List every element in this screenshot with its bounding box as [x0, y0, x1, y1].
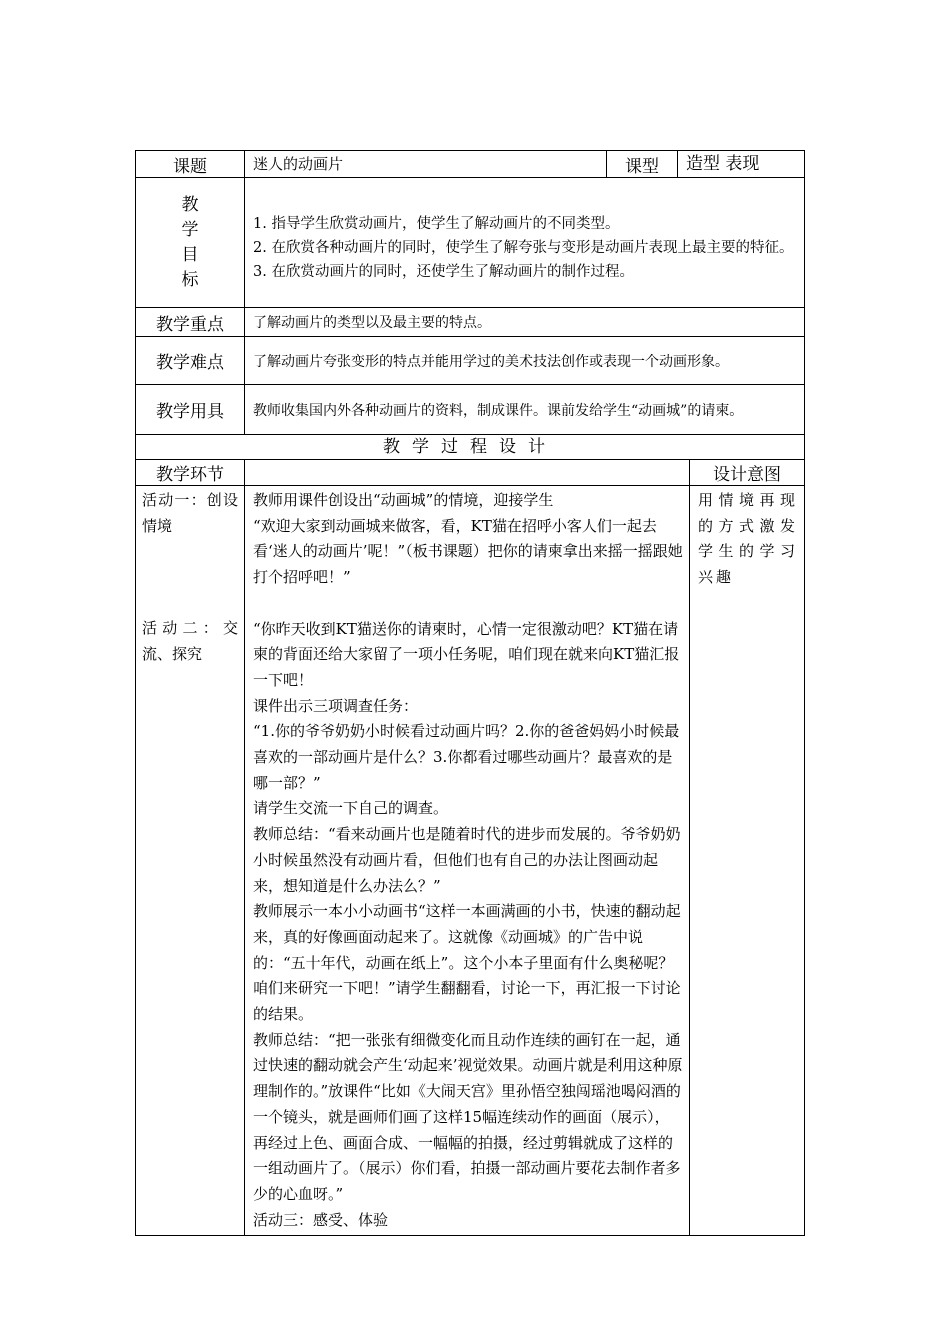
stage-column-header: 教学环节	[136, 460, 245, 486]
type-value: 造型 表现	[678, 151, 805, 178]
difficulty-label: 教学难点	[136, 337, 245, 385]
process-title: 教学过程设计	[136, 435, 805, 460]
activity-1-label: 活动一：创设情境	[142, 491, 238, 535]
goals-label-char: 学	[181, 219, 199, 240]
process-paragraph: “1.你的爷爷奶奶小时候看过动画片吗？2.你的爸爸妈妈小时候最喜欢的一部动画片是什么？3.你都看过哪些动画片？最喜欢的是哪一部？”	[253, 722, 680, 792]
tools-label: 教学用具	[136, 385, 245, 435]
topic-label: 课题	[136, 151, 245, 178]
process-content	[245, 486, 690, 1236]
topic-value: 迷人的动画片	[245, 151, 607, 178]
process-paragraph: 活动三：感受、体验	[253, 1210, 389, 1229]
content-column-header	[245, 460, 690, 486]
process-paragraph: “你昨天收到KT猫送你的请柬时，心情一定很激动吧？KT猫在请柬的背面还给大家留了一项小任务呢，咱们现在就来向KT猫汇报一下吧！	[253, 619, 680, 689]
goal-item: 1. 指导学生欣赏动画片，使学生了解动画片的不同类型。	[253, 215, 620, 232]
goals-label-char: 教	[181, 194, 199, 215]
activity-2-label: 活动二：交流、探究	[142, 619, 238, 664]
process-paragraph: 教师总结：“把一张张有细微变化而且动作连续的画钉在一起，通过快速的翻动就会产生‘动起来’视觉效果。动画片就是利用这种原理制作的。”放课件“比如《大闹天宫》里孙悟空独闯瑶池喝闷酒的一个镜头，就是画师们画了这样15幅连续动作的画面（展示），再经过上色、画面合成、一幅幅的拍摄，经过剪辑就成了这样的一组动画片了。（展示）你们看，拍摄一部动画片要花去制作者多少的心血呀。”	[253, 1030, 683, 1203]
lesson-plan-page	[135, 150, 804, 1236]
intent-column-header: 设计意图	[690, 460, 805, 486]
tools-value: 教师收集国内外各种动画片的资料，制成课件。课前发给学生“动画城”的请柬。	[245, 385, 805, 435]
process-paragraph: 请学生交流一下自己的调查。	[253, 799, 449, 818]
goals-label	[136, 178, 245, 308]
process-paragraph: 教师用课件创设出“动画城”的情境，迎接学生	[253, 491, 554, 509]
goal-item: 2. 在欣赏各种动画片的同时，使学生了解夸张与变形是动画片表现上最主要的特征。	[253, 239, 794, 256]
activity-labels	[136, 486, 245, 1236]
process-paragraph: 教师总结：“看来动画片也是随着时代的进步而发展的。爷爷奶奶小时候虽然没有动画片看，但他们也有自己的办法让图画动起来，想知道是什么办法么？”	[253, 825, 681, 895]
goals-label-char: 目	[181, 244, 199, 265]
goals-content	[245, 178, 805, 308]
goal-item: 3. 在欣赏动画片的同时，还使学生了解动画片的制作过程。	[253, 263, 634, 280]
key-point-value: 了解动画片的类型以及最主要的特点。	[245, 308, 805, 337]
design-intent: 用情境再现的方式激发学生的学习兴趣	[690, 486, 805, 1236]
type-label: 课型	[607, 151, 678, 178]
process-paragraph: “欢迎大家到动画城来做客，看，KT猫在招呼小客人们一起去看‘迷人的动画片’呢！”（板书课题）把你的请柬拿出来摇一摇跟她打个招呼吧！”	[253, 516, 683, 587]
lesson-plan-header-table	[135, 150, 805, 435]
key-point-label: 教学重点	[136, 308, 245, 337]
process-paragraph: 课件出示三项调查任务：	[253, 696, 419, 715]
difficulty-value: 了解动画片夸张变形的特点并能用学过的美术技法创作或表现一个动画形象。	[245, 337, 805, 385]
goals-label-char: 标	[181, 269, 199, 290]
process-table	[135, 435, 805, 1236]
process-paragraph: 教师展示一本小小动画书“这样一本画满画的小书，快速的翻动起来，真的好像画面动起来了。这就像《动画城》的广告中说的：“五十年代，动画在纸上”。这个小本子里面有什么奥秘呢？咱们来研究一下吧！”请学生翻翻看，讨论一下，再汇报一下讨论的结果。	[253, 902, 681, 1024]
